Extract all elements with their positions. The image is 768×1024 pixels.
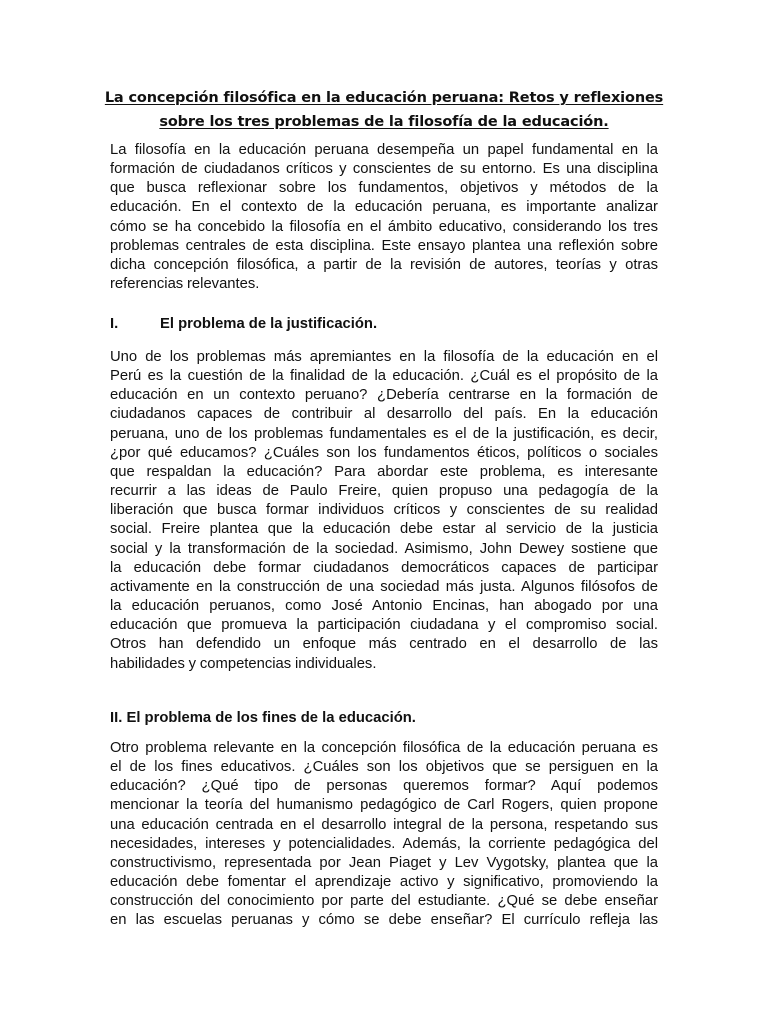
section-2-line: educación debe fomentar el aprendizaje activo y significativo, promoviendo la	[110, 874, 658, 891]
section-1-line: que respaldan la educación? Para abordar este problema, es interesante	[110, 463, 658, 480]
section-2-line: construcción del conocimiento por parte del estudiante. ¿Qué se debe enseñar	[110, 893, 658, 910]
section-1-line: educación que promueva la participación ciudadana y el compromiso social.	[110, 617, 658, 634]
section-1-heading	[110, 315, 377, 334]
section-1-line: educación en un contexto peruano? ¿Debería centrarse en la formación de	[110, 387, 658, 404]
section-1-line: Uno de los problemas más apremiantes en la filosofía de la educación en el	[110, 349, 658, 365]
section-2-line: educación? ¿Qué tipo de personas queremos formar? Aquí podemos	[110, 778, 658, 795]
document-title-line-1: La concepción filosófica en la educación peruana: Retos y reflexiones	[104, 90, 664, 106]
section-2-line: constructivismo, representada por Jean Piaget y Lev Vygotsky, plantea que la	[110, 854, 658, 871]
section-2-line: Otro problema relevante en la concepción filosófica de la educación peruana es	[110, 740, 658, 756]
section-2-line: el de los fines educativos. ¿Cuáles son los objetivos que se persiguen en la	[110, 759, 658, 776]
section-1-line: activamente en la construcción de una sociedad más justa. Algunos filósofos de	[110, 578, 658, 595]
section-2-line: mencionar la teoría del humanismo pedagógico de Carl Rogers, quien propone	[110, 797, 658, 814]
intro-line: La filosofía en la educación peruana desempeña un papel fundamental en la	[110, 142, 658, 158]
section-1-line: habilidades y competencias individuales.	[110, 655, 377, 672]
section-1-line: social. Freire plantea que la educación debe estar al servicio de la justicia	[110, 521, 658, 538]
intro-line: dicha concepción filosófica, a partir de la revisión de autores, teorías y otras	[110, 256, 658, 273]
intro-line: formación de ciudadanos críticos y conscientes de su entorno. Es una disciplina	[110, 161, 658, 178]
section-1-line: liberación que busca formar individuos críticos y conscientes de su realidad	[110, 502, 658, 519]
section-1-line: ¿por qué educamos? ¿Cuáles son los fundamentos éticos, políticos o sociales	[110, 444, 658, 461]
section-1-line: la educación peruanos, como José Antonio Encinas, han abogado por una	[110, 598, 658, 615]
section-2-line: una educación centrada en el desarrollo integral de la persona, respetando sus	[110, 816, 658, 833]
section-1-line: Perú es la cuestión de la finalidad de la educación. ¿Cuál es el propósito de la	[110, 368, 658, 385]
section-1-paragraph	[110, 348, 658, 674]
section-2-heading: II. El problema de los fines de la educación.	[110, 710, 416, 726]
intro-line: educación. En el contexto de la educación peruana, es importante analizar	[110, 199, 658, 216]
intro-line: referencias relevantes.	[110, 276, 260, 293]
section-2-line: necesidades, intereses y potencialidades. Además, la corriente pedagógica del	[110, 835, 658, 852]
section-1-line: peruana, uno de los problemas fundamentales es el de la justificación, es decir,	[110, 425, 658, 442]
section-1-line: Otros han defendido un enfoque más centrado en el desarrollo de las	[110, 636, 658, 653]
intro-line: cómo se ha concebido la filosofía en el ámbito educativo, considerando los tres	[110, 218, 658, 235]
intro-line: problemas centrales de esta disciplina. Este ensayo plantea una reflexión sobre	[110, 237, 658, 254]
section-1-title: El problema de la justificación.	[160, 316, 378, 332]
section-1-line: recurrir a las ideas de Paulo Freire, quien propuso una pedagogía de la	[110, 483, 658, 500]
intro-paragraph	[110, 141, 658, 294]
section-2-paragraph	[110, 739, 658, 931]
section-1-number: I.	[110, 316, 119, 332]
section-2-line: en las escuelas peruanas y cómo se debe enseñar? El currículo refleja las	[110, 912, 658, 929]
intro-line: que busca reflexionar sobre los fundamentos, objetivos y métodos de la	[110, 180, 658, 197]
document-title-line-2: sobre los tres problemas de la filosofía de la educación.	[159, 114, 609, 130]
section-1-line: ciudadanos capaces de contribuir al desarrollo del país. En la educación	[110, 406, 658, 423]
section-1-line: social y la transformación de la sociedad. Asimismo, John Dewey sostiene que	[110, 540, 658, 557]
section-1-line: la educación debe formar ciudadanos democráticos capaces de participar	[110, 559, 658, 576]
